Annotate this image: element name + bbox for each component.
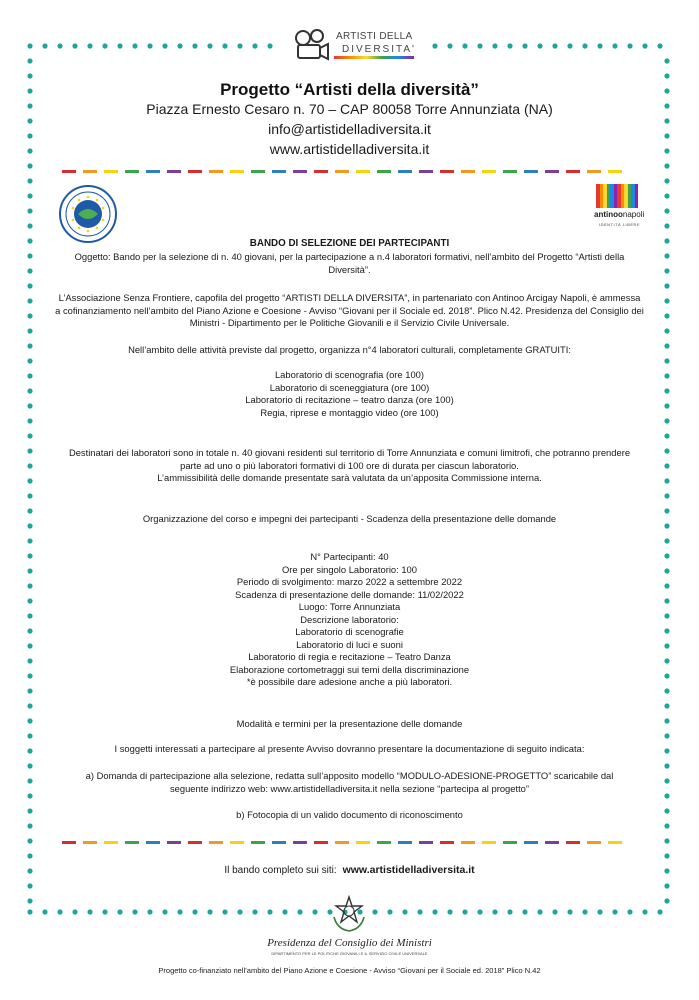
border-dot: [27, 343, 32, 348]
border-dot: [664, 838, 669, 843]
border-dot: [27, 909, 32, 914]
border-dot: [372, 909, 377, 914]
border-dot: [507, 909, 512, 914]
footer-sites-label: Il bando completo sui siti:: [224, 865, 337, 876]
item-a-paragraph: a) Domanda di partecipazione alla selezione, redatta sull’apposito modello “MODULO-ADESIONE-PROGETTO” scaricabile dal seguente indirizzo web: www.artistidelladiversita.it nella sezione “partecipa al progetto”: [85, 770, 614, 794]
border-dot: [27, 163, 32, 168]
border-dot: [664, 808, 669, 813]
border-dot: [312, 909, 317, 914]
list-item: Regia, riprese e montaggio video (ore 100): [260, 406, 439, 418]
list-item: Laboratorio di recitazione – teatro danza (ore 100): [245, 394, 454, 405]
border-dot: [462, 909, 467, 914]
border-dot: [27, 883, 32, 888]
border-dot: [664, 523, 669, 528]
border-dot: [642, 43, 647, 48]
border-dot: [664, 703, 669, 708]
border-dot: [27, 328, 32, 333]
border-dot: [477, 909, 482, 914]
divider-dash: [293, 841, 307, 844]
border-dot: [612, 909, 617, 914]
divider-dash: [314, 841, 328, 844]
border-dot: [664, 343, 669, 348]
divider-dash: [419, 841, 433, 844]
border-dot: [664, 163, 669, 168]
border-dot: [664, 478, 669, 483]
divider-dash: [125, 841, 139, 844]
border-dot: [567, 909, 572, 914]
footer-sites-line: [0, 864, 699, 876]
border-dot: [27, 388, 32, 393]
border-dot: [27, 778, 32, 783]
divider-dash: [188, 170, 202, 173]
border-dot: [664, 778, 669, 783]
divider-dash: [293, 170, 307, 173]
details-list: [55, 551, 644, 689]
border-dot: [664, 568, 669, 573]
association-seal-icon: [58, 184, 118, 244]
border-dot: [27, 463, 32, 468]
border-dot: [27, 178, 32, 183]
border-dot: [664, 73, 669, 78]
border-dot: [27, 253, 32, 258]
border-dot: [432, 909, 437, 914]
border-dot: [132, 909, 137, 914]
border-dot: [664, 883, 669, 888]
border-dot: [102, 909, 107, 914]
partner-subtitle: IDENTITÀ LIBERE: [599, 222, 641, 227]
border-dot: [537, 909, 542, 914]
border-dot: [27, 553, 32, 558]
divider-dash: [272, 841, 286, 844]
border-dot: [664, 283, 669, 288]
border-dot: [664, 238, 669, 243]
border-dot: [27, 733, 32, 738]
divider-dash: [503, 170, 517, 173]
border-dot: [664, 688, 669, 693]
border-dot: [582, 909, 587, 914]
border-dot: [27, 568, 32, 573]
border-dot: [447, 909, 452, 914]
presidency-name: Presidenza del Consiglio dei Ministri: [267, 937, 432, 949]
border-dot: [147, 909, 152, 914]
list-item: Luogo: Torre Annunziata: [298, 601, 401, 612]
border-dot: [664, 673, 669, 678]
border-dot: [72, 909, 77, 914]
border-dot: [222, 909, 227, 914]
border-dot: [57, 909, 62, 914]
rainbow-bars-icon: [596, 184, 638, 208]
divider-dash: [398, 170, 412, 173]
senza-frontiere-logo: [58, 184, 118, 244]
divider-dash: [461, 841, 475, 844]
list-item: Laboratorio di regia e recitazione – Teatro Danza: [248, 651, 451, 662]
list-item: Descrizione laboratorio:: [300, 613, 399, 625]
border-dot: [664, 793, 669, 798]
partner-name: [594, 210, 644, 219]
border-dot: [87, 43, 92, 48]
divider-dash: [524, 841, 538, 844]
divider-dash: [188, 841, 202, 844]
divider-dash: [608, 841, 622, 844]
border-dot: [27, 268, 32, 273]
border-dot: [492, 909, 497, 914]
border-dot: [207, 909, 212, 914]
border-dot: [552, 43, 557, 48]
border-dot: [27, 43, 32, 48]
intro-paragraph: L’Associazione Senza Frontiere, capofila del progetto “ARTISTI DELLA DIVERSITA”, in partenariato con Antinoo Arcigay Napoli, è ammessa a cofinanziamento nell’ambito del Piano Azione e Coesione - Avviso “Giovani per il Sociale ed. 2018”. Plico N.42. Presidenza del Consiglio dei Ministri - Dipartimento per le Politiche Giovanili e il Servizio Civile Universale.: [55, 292, 644, 328]
border-dot: [27, 238, 32, 243]
divider-dash: [335, 841, 349, 844]
divider-dash: [251, 170, 265, 173]
border-dot: [117, 43, 122, 48]
border-dot: [87, 909, 92, 914]
border-dot: [664, 823, 669, 828]
divider-dash: [356, 841, 370, 844]
divider-dash: [230, 841, 244, 844]
logo-line-2: DIVERSITA': [342, 44, 416, 55]
list-item: Periodo di svolgimento: marzo 2022 a settembre 2022: [236, 576, 463, 587]
border-dot: [27, 838, 32, 843]
partner-name-light: napoli: [622, 210, 645, 219]
divider-dash: [545, 841, 559, 844]
border-dot: [267, 43, 272, 48]
border-dot: [522, 909, 527, 914]
border-dot: [664, 718, 669, 723]
border-dot: [664, 193, 669, 198]
border-dot: [27, 613, 32, 618]
border-dot: [27, 763, 32, 768]
border-dot: [552, 909, 557, 914]
border-dot: [27, 508, 32, 513]
divider-dash: [104, 841, 118, 844]
border-dot: [432, 43, 437, 48]
divider-dash: [167, 841, 181, 844]
border-dot: [417, 909, 422, 914]
list-item: N° Partecipanti: 40: [310, 551, 389, 562]
border-dot: [664, 313, 669, 318]
border-dot: [664, 58, 669, 63]
border-dot: [27, 898, 32, 903]
border-dot: [477, 43, 482, 48]
border-dot: [42, 909, 47, 914]
border-dot: [664, 448, 669, 453]
colored-dash-divider: [62, 841, 637, 844]
border-dot: [664, 328, 669, 333]
border-dot: [627, 909, 632, 914]
border-dot: [102, 43, 107, 48]
divider-dash: [440, 170, 454, 173]
border-dot: [27, 718, 32, 723]
border-dot: [597, 909, 602, 914]
border-dot: [664, 403, 669, 408]
border-dot: [282, 909, 287, 914]
border-dot: [664, 748, 669, 753]
border-dot: [387, 909, 392, 914]
divider-dash: [167, 170, 181, 173]
border-dot: [237, 909, 242, 914]
border-dot: [207, 43, 212, 48]
border-dot: [27, 448, 32, 453]
antinoo-napoli-logo: [594, 184, 645, 232]
border-dot: [492, 43, 497, 48]
logo-rainbow-bar: [334, 56, 414, 59]
border-dot: [252, 909, 257, 914]
list-item: Laboratorio di scenografie: [295, 626, 404, 637]
border-dot: [27, 688, 32, 693]
border-dot: [27, 313, 32, 318]
border-dot: [27, 853, 32, 858]
border-dot: [664, 898, 669, 903]
divider-dash: [419, 170, 433, 173]
divider-dash: [566, 170, 580, 173]
border-dot: [567, 43, 572, 48]
border-dot: [664, 298, 669, 303]
italian-republic-emblem-icon: [331, 893, 367, 933]
border-dot: [27, 208, 32, 213]
project-address: Piazza Ernesto Cesaro n. 70 – CAP 80058 Torre Annunziata (NA): [146, 101, 553, 117]
border-dot: [177, 909, 182, 914]
border-dot: [27, 793, 32, 798]
border-dot: [612, 43, 617, 48]
divider-dash: [545, 170, 559, 173]
border-dot: [664, 373, 669, 378]
divider-dash: [482, 841, 496, 844]
border-dot: [642, 909, 647, 914]
border-dot: [664, 598, 669, 603]
divider-dash: [461, 170, 475, 173]
logo-line-1: ARTISTI DELLA: [336, 31, 413, 42]
border-dot: [27, 748, 32, 753]
border-dot: [192, 909, 197, 914]
divider-dash: [62, 841, 76, 844]
border-dot: [627, 43, 632, 48]
border-dot: [147, 43, 152, 48]
border-dot: [664, 418, 669, 423]
list-item: Ore per singolo Laboratorio: 100: [282, 563, 417, 575]
border-dot: [664, 388, 669, 393]
destinatari-paragraph: Destinatari dei laboratori sono in totale n. 40 giovani residenti sul territorio di Torre Annunziata e comuni limitrofi, che potranno prendere parte ad uno o più laboratori formativi di 100 ore di durata per ciascun laboratorio.: [68, 447, 631, 471]
border-dot: [27, 478, 32, 483]
border-dot: [162, 43, 167, 48]
border-dot: [507, 43, 512, 48]
border-dot: [27, 433, 32, 438]
oggetto-paragraph: Oggetto: Bando per la selezione di n. 40 giovani, per la partecipazione a n.4 laboratori formativi, nell’ambito del Progetto “Artisti della Diversità”.: [74, 251, 625, 275]
border-dot: [664, 583, 669, 588]
border-dot: [664, 538, 669, 543]
border-dot: [57, 43, 62, 48]
presidency-department: DIPARTIMENTO PER LE POLITICHE GIOVANILI E IL SERVIZIO CIVILE UNIVERSALE: [271, 951, 428, 956]
item-b-line: b) Fotocopia di un valido documento di riconoscimento: [236, 809, 463, 820]
labs-intro: Nell’ambito delle attività previste dal progetto, organizza n°4 laboratori culturali, completamente GRATUITI:: [128, 344, 571, 355]
border-dot: [664, 268, 669, 273]
border-dot: [664, 433, 669, 438]
divider-dash: [356, 170, 370, 173]
border-dot: [597, 43, 602, 48]
border-dot: [664, 628, 669, 633]
divider-dash: [398, 841, 412, 844]
border-dot: [27, 673, 32, 678]
border-dot: [27, 808, 32, 813]
divider-dash: [62, 170, 76, 173]
border-dot: [27, 583, 32, 588]
border-dot: [664, 493, 669, 498]
divider-dash: [83, 841, 97, 844]
border-dot: [27, 628, 32, 633]
border-dot: [664, 553, 669, 558]
list-item: Elaborazione cortometraggi sui temi della discriminazione: [229, 663, 470, 675]
border-dot: [664, 208, 669, 213]
border-dot: [72, 43, 77, 48]
divider-dash: [146, 170, 160, 173]
border-dot: [267, 909, 272, 914]
divider-dash: [377, 170, 391, 173]
border-dot: [27, 193, 32, 198]
divider-dash: [146, 841, 160, 844]
border-dot: [27, 403, 32, 408]
border-dot: [447, 43, 452, 48]
border-dot: [27, 358, 32, 363]
labs-list: [55, 369, 644, 419]
footer-site-link[interactable]: www.artistidelladiversita.it: [342, 864, 475, 876]
border-dot: [664, 853, 669, 858]
border-dot: [664, 358, 669, 363]
border-dot: [664, 253, 669, 258]
border-dot: [657, 909, 662, 914]
border-dot: [237, 43, 242, 48]
colored-dash-divider: [62, 170, 637, 173]
border-dot: [162, 909, 167, 914]
divider-dash: [125, 170, 139, 173]
divider-dash: [524, 170, 538, 173]
border-dot: [664, 508, 669, 513]
divider-dash: [587, 170, 601, 173]
border-dot: [27, 703, 32, 708]
divider-dash: [566, 841, 580, 844]
border-dot: [27, 598, 32, 603]
divider-dash: [209, 841, 223, 844]
border-dot: [582, 43, 587, 48]
divider-dash: [314, 170, 328, 173]
list-item: Scadenza di presentazione delle domande: 11/02/2022: [235, 588, 464, 600]
border-dot: [402, 909, 407, 914]
border-dot: [537, 43, 542, 48]
border-dot: [27, 538, 32, 543]
border-dot: [27, 373, 32, 378]
border-dot: [297, 909, 302, 914]
border-dot: [664, 763, 669, 768]
divider-dash: [377, 841, 391, 844]
border-dot: [27, 298, 32, 303]
border-dot: [117, 909, 122, 914]
artisti-della-diversita-logo: [290, 27, 420, 65]
border-dot: [664, 613, 669, 618]
project-website[interactable]: www.artistidelladiversita.it: [269, 141, 430, 157]
divider-dash: [482, 170, 496, 173]
border-dot: [252, 43, 257, 48]
bando-heading: BANDO DI SELEZIONE DEI PARTECIPANTI: [249, 238, 450, 249]
border-dot: [27, 493, 32, 498]
border-dot: [664, 733, 669, 738]
divider-dash: [209, 170, 223, 173]
divider-dash: [440, 841, 454, 844]
modalita-line: Modalità e termini per la presentazione delle domande: [236, 718, 463, 729]
border-dot: [27, 418, 32, 423]
border-dot: [27, 73, 32, 78]
cofinancing-note: Progetto co-finanziato nell’ambito del Piano Azione e Coesione - Avviso “Giovani per il Sociale ed. 2018” Plico N.42: [158, 966, 541, 975]
border-dot: [222, 43, 227, 48]
soggetti-line: I soggetti interessati a partecipare al presente Avviso dovranno presentare la documentazione di seguito indicata:: [114, 743, 585, 754]
border-dot: [132, 43, 137, 48]
project-email[interactable]: info@artistidelladiversita.it: [268, 121, 431, 137]
border-dot: [664, 643, 669, 648]
border-dot: [27, 283, 32, 288]
divider-dash: [251, 841, 265, 844]
divider-dash: [587, 841, 601, 844]
organizzazione-line: Organizzazione del corso e impegni dei partecipanti - Scadenza della presentazione delle domande: [142, 513, 557, 524]
list-item: Laboratorio di scenografia (ore 100): [274, 369, 425, 380]
border-dot: [664, 223, 669, 228]
project-title: Progetto “Artisti della diversità”: [220, 80, 479, 99]
border-dot: [177, 43, 182, 48]
border-dot: [27, 523, 32, 528]
list-item: Laboratorio di luci e suoni: [296, 638, 403, 650]
border-dot: [27, 58, 32, 63]
border-dot: [27, 658, 32, 663]
border-dot: [664, 178, 669, 183]
border-dot: [27, 643, 32, 648]
border-dot: [657, 43, 662, 48]
border-dot: [664, 658, 669, 663]
border-dot: [664, 463, 669, 468]
divider-dash: [608, 170, 622, 173]
divider-dash: [83, 170, 97, 173]
list-item: *è possibile dare adesione anche a più laboratori.: [246, 676, 453, 687]
divider-dash: [335, 170, 349, 173]
divider-dash: [230, 170, 244, 173]
divider-dash: [272, 170, 286, 173]
border-dot: [27, 223, 32, 228]
rainbow-bar: [635, 184, 639, 208]
ammissibilita-line: L’ammissibilità delle domande presentate sarà valutata da un’apposita Commissione interna.: [157, 472, 542, 483]
border-dot: [192, 43, 197, 48]
border-dot: [522, 43, 527, 48]
border-dot: [27, 823, 32, 828]
film-camera-icon: [290, 27, 332, 65]
border-dot: [462, 43, 467, 48]
divider-dash: [503, 841, 517, 844]
partner-name-bold: antinoo: [594, 210, 623, 219]
border-dot: [42, 43, 47, 48]
list-item: Laboratorio di sceneggiatura (ore 100): [269, 381, 430, 393]
divider-dash: [104, 170, 118, 173]
